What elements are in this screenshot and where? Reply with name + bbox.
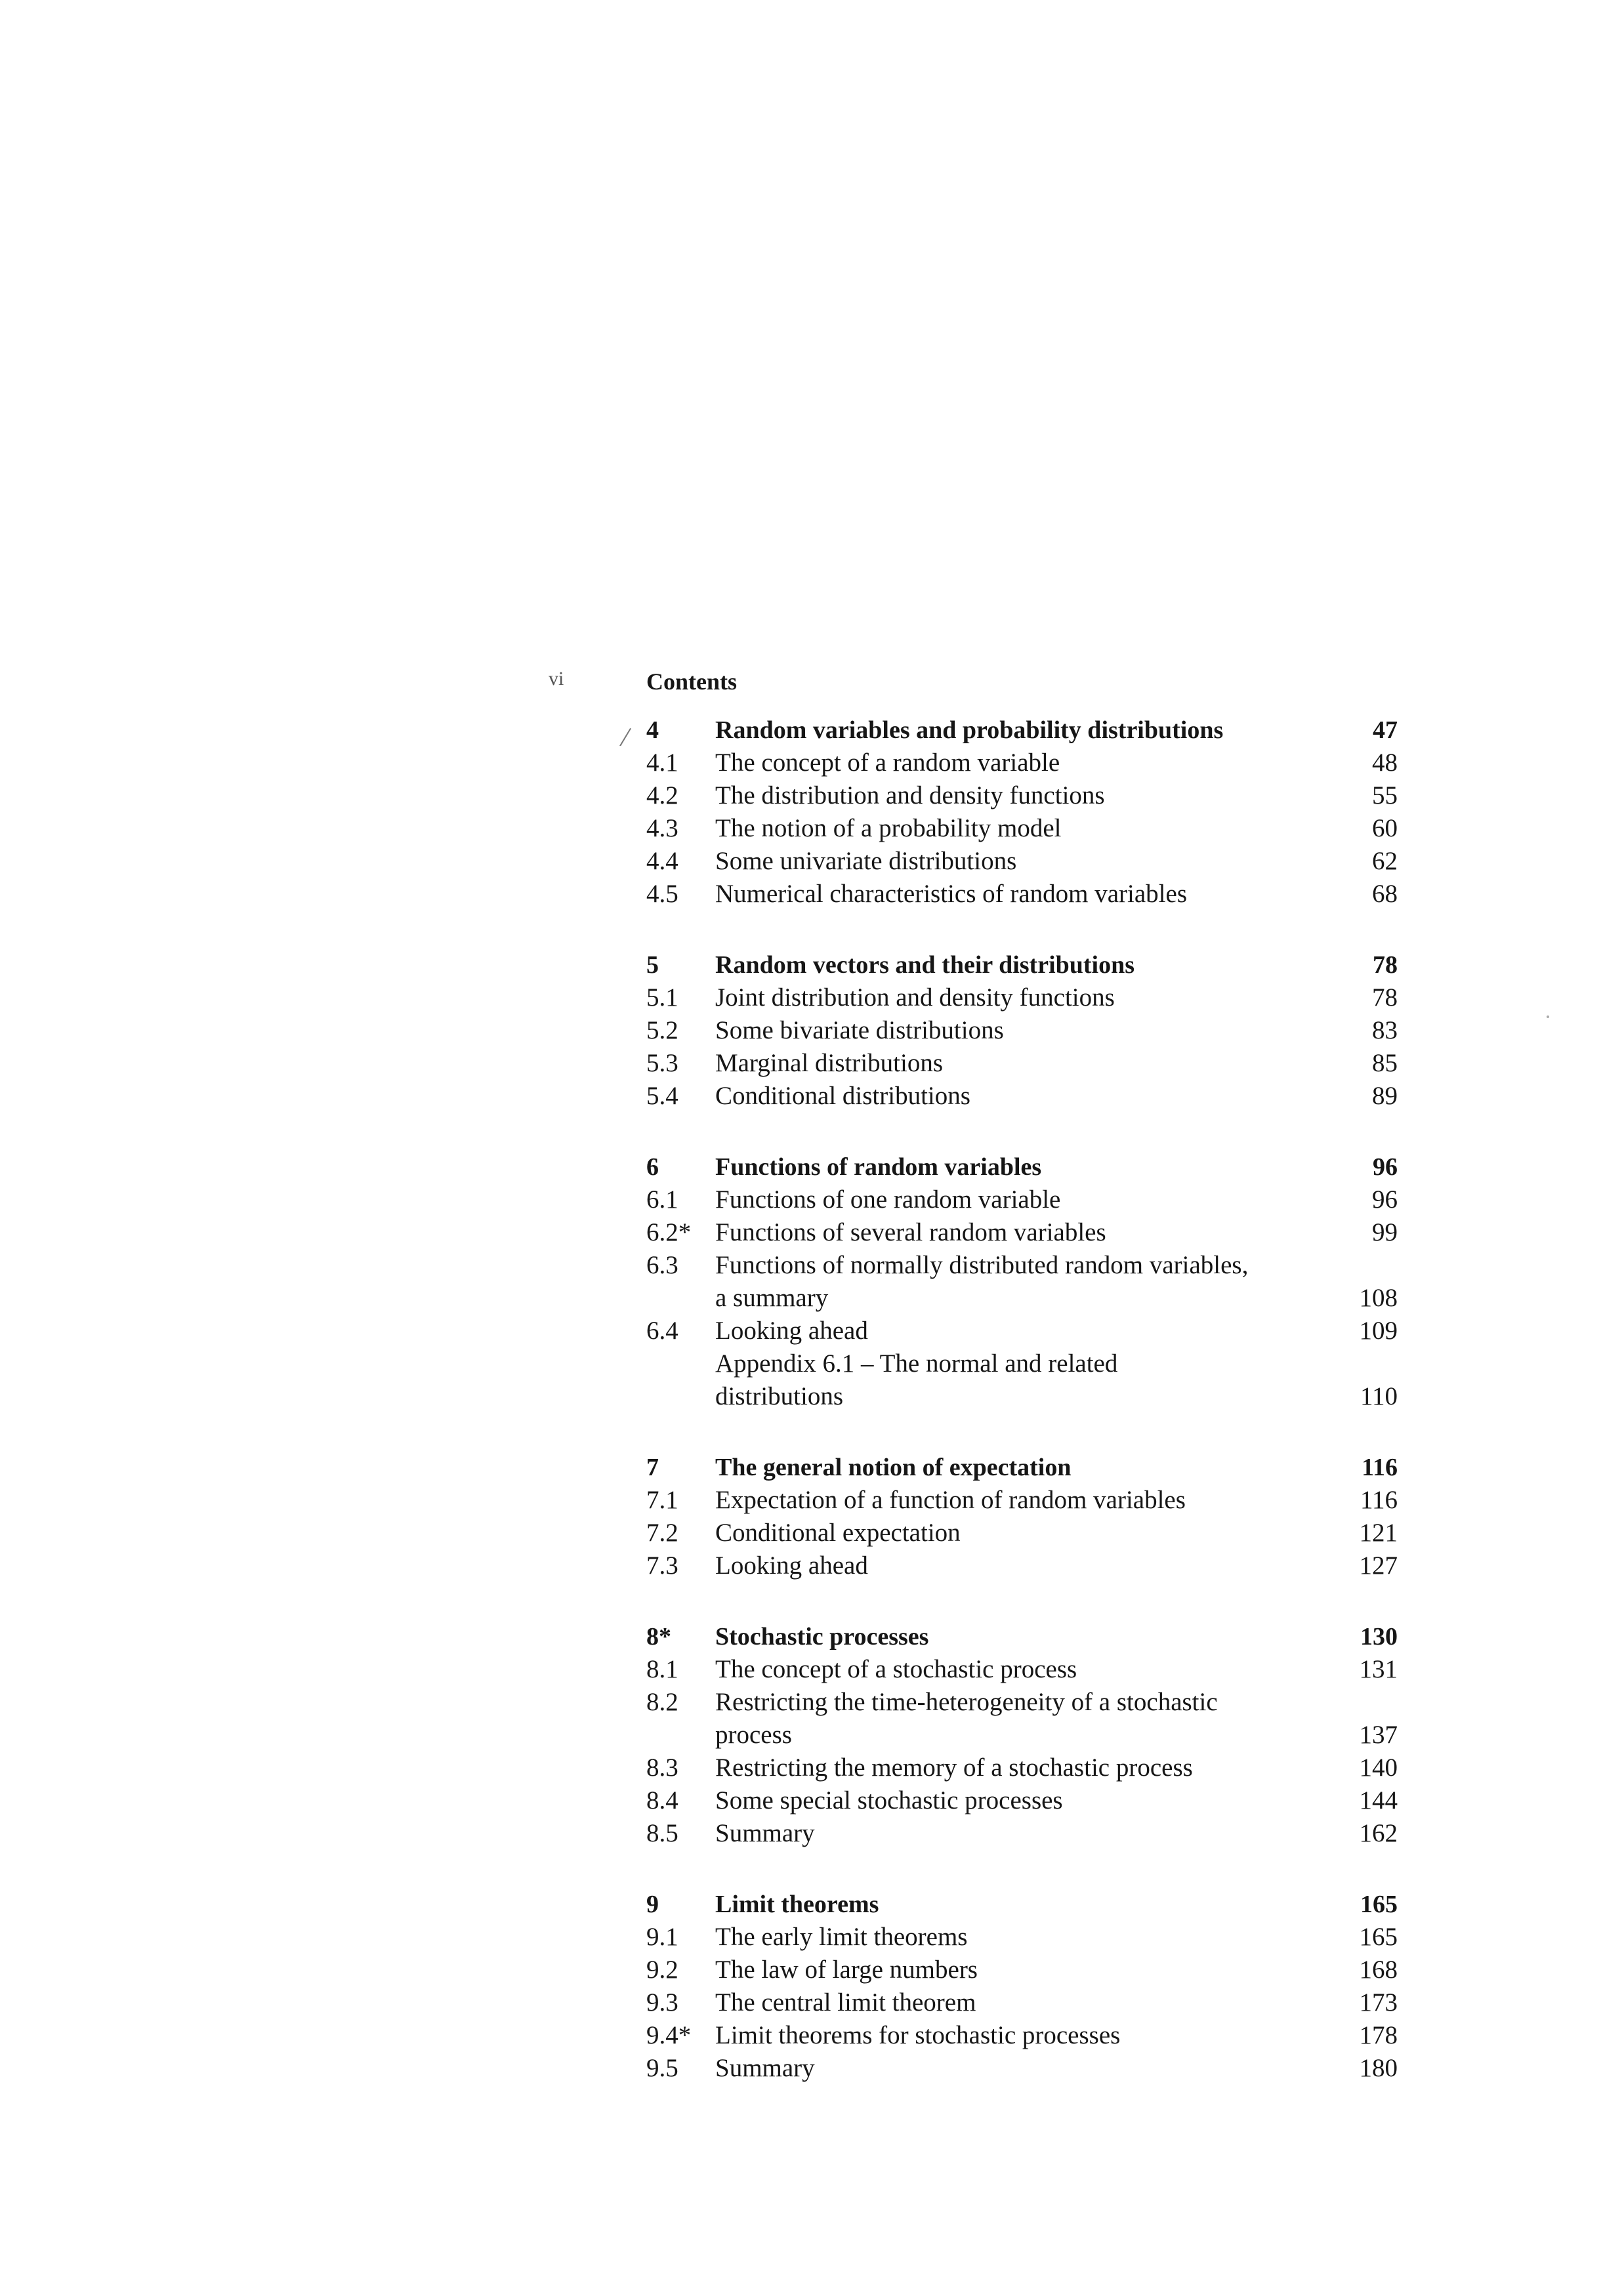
page-ref: 110: [1360, 1382, 1398, 1410]
chapter-heading[interactable]: [646, 1888, 1398, 1921]
section-title: The concept of a stochastic process: [715, 1655, 1077, 1683]
page-ref: 131: [1359, 1655, 1398, 1683]
chapter-title: Random variables and probability distributions: [715, 716, 1224, 744]
section-title: Some univariate distributions: [715, 847, 1017, 875]
section-number: 9.5: [646, 2054, 678, 2082]
section-title: Limit theorems for stochastic processes: [715, 2021, 1121, 2049]
section-number: 5.3: [646, 1049, 678, 1077]
page-ref: 140: [1359, 1753, 1398, 1782]
section-title: Some special stochastic processes: [715, 1786, 1063, 1814]
chapter-title: Stochastic processes: [715, 1623, 929, 1650]
section-entry[interactable]: [646, 2019, 1398, 2052]
chapter-block: [646, 1888, 1398, 2085]
section-entry[interactable]: [646, 2052, 1398, 2085]
chapter-heading[interactable]: [646, 714, 1398, 747]
section-entry[interactable]: [646, 981, 1398, 1014]
chapter-heading[interactable]: [646, 949, 1398, 981]
page-ref: 47: [1373, 716, 1398, 744]
page-ref: 85: [1372, 1049, 1398, 1077]
section-title: Restricting the memory of a stochastic process: [715, 1753, 1193, 1782]
section-number: 5.1: [646, 983, 678, 1012]
section-title: Looking ahead: [715, 1551, 868, 1580]
section-entry[interactable]: [646, 1347, 1398, 1413]
section-title: Marginal distributions: [715, 1049, 944, 1077]
page-ref: 137: [1359, 1721, 1398, 1749]
chapter-number: 4: [646, 716, 659, 744]
chapter-title: Limit theorems: [715, 1891, 879, 1918]
section-number: 6.4: [646, 1317, 678, 1345]
section-title: The law of large numbers: [715, 1956, 978, 1984]
page-ref: 62: [1372, 847, 1398, 875]
chapter-title: The general notion of expectation: [715, 1454, 1072, 1481]
page-ref: 96: [1373, 1153, 1398, 1181]
chapter-block: [646, 1620, 1398, 1850]
section-entry[interactable]: [646, 1183, 1398, 1216]
running-head: Contents: [646, 668, 738, 695]
page-ref: 83: [1372, 1016, 1398, 1044]
section-number: 6.1: [646, 1185, 678, 1214]
section-entry[interactable]: [646, 812, 1398, 845]
page-ref: 165: [1360, 1891, 1398, 1918]
section-number: 7.2: [646, 1519, 678, 1547]
page-ref: 173: [1359, 1988, 1398, 2017]
section-title: The central limit theorem: [715, 1988, 976, 2017]
chapter-block: [646, 714, 1398, 911]
section-number: 9.4*: [646, 2021, 692, 2049]
section-number: 6.2*: [646, 1218, 692, 1246]
section-title: Summary: [715, 2054, 815, 2082]
section-entry[interactable]: [646, 1549, 1398, 1582]
chapter-number: 9: [646, 1891, 659, 1918]
page-ref: 180: [1359, 2054, 1398, 2082]
section-title: Conditional expectation: [715, 1519, 961, 1547]
section-title: Joint distribution and density functions: [715, 983, 1115, 1012]
table-of-contents: [646, 714, 1398, 2123]
section-entry[interactable]: [646, 1752, 1398, 1784]
section-number: 6.3: [646, 1251, 678, 1279]
chapter-number: 6: [646, 1153, 659, 1181]
section-entry[interactable]: [646, 1784, 1398, 1817]
section-number: 4.4: [646, 847, 678, 875]
chapter-block: [646, 949, 1398, 1113]
chapter-title: Functions of random variables: [715, 1153, 1042, 1181]
section-number: 8.3: [646, 1753, 678, 1782]
section-entry[interactable]: [646, 1954, 1398, 1986]
section-number: 5.2: [646, 1016, 678, 1044]
page-ref: 109: [1359, 1317, 1398, 1345]
section-number: 7.3: [646, 1551, 678, 1580]
section-title: The concept of a random variable: [715, 748, 1060, 777]
section-title: The notion of a probability model: [715, 814, 1062, 842]
section-number: 4.2: [646, 781, 678, 810]
section-entry[interactable]: [646, 1686, 1398, 1752]
page-ref: 178: [1359, 2021, 1398, 2049]
section-title: Conditional distributions: [715, 1082, 970, 1110]
page-ref: 127: [1359, 1551, 1398, 1580]
page-ref: 78: [1372, 983, 1398, 1012]
page-ref: 48: [1372, 748, 1398, 777]
section-entry[interactable]: [646, 1986, 1398, 2019]
page-ref: 55: [1372, 781, 1398, 810]
section-entry[interactable]: [646, 1484, 1398, 1517]
section-title: Functions of normally distributed random variables, a summary: [715, 1251, 1249, 1312]
section-number: 8.1: [646, 1655, 678, 1683]
section-title: Appendix 6.1 – The normal and related distributions: [715, 1349, 1118, 1410]
section-entry[interactable]: [646, 845, 1398, 878]
section-entry[interactable]: [646, 779, 1398, 812]
section-entry[interactable]: [646, 1047, 1398, 1080]
section-number: 7.1: [646, 1486, 678, 1514]
section-entry[interactable]: [646, 1080, 1398, 1113]
page-ref: 165: [1359, 1923, 1398, 1951]
chapter-block: [646, 1451, 1398, 1582]
section-title: Expectation of a function of random variables: [715, 1486, 1186, 1514]
section-number: 4.1: [646, 748, 678, 777]
page-ref: 60: [1372, 814, 1398, 842]
section-title: Functions of one random variable: [715, 1185, 1061, 1214]
chapter-heading[interactable]: [646, 1151, 1398, 1183]
section-entry[interactable]: [646, 1249, 1398, 1315]
chapter-title: Random vectors and their distributions: [715, 951, 1135, 979]
section-entry[interactable]: [646, 1517, 1398, 1549]
section-title: The early limit theorems: [715, 1923, 968, 1951]
chapter-heading[interactable]: [646, 1451, 1398, 1484]
section-number: 8.2: [646, 1688, 678, 1716]
page-ref: 168: [1359, 1956, 1398, 1984]
section-number: 4.5: [646, 880, 678, 908]
page-ref: 89: [1372, 1082, 1398, 1110]
page-ref: 162: [1359, 1819, 1398, 1847]
section-entry[interactable]: [646, 1817, 1398, 1850]
section-number: 9.1: [646, 1923, 678, 1951]
page-ref: 121: [1359, 1519, 1398, 1547]
page-ref: 130: [1360, 1623, 1398, 1650]
page-ref: 108: [1359, 1284, 1398, 1312]
section-number: 4.3: [646, 814, 678, 842]
page-ref: 144: [1359, 1786, 1398, 1814]
section-entry[interactable]: [646, 1315, 1398, 1347]
section-number: 5.4: [646, 1082, 678, 1110]
chapter-number: 5: [646, 951, 659, 979]
scan-dust-mark: [1547, 1015, 1549, 1018]
chapter-heading[interactable]: [646, 1620, 1398, 1653]
section-title: Summary: [715, 1819, 815, 1847]
section-title: The distribution and density functions: [715, 781, 1105, 810]
page-ref: 78: [1373, 951, 1398, 979]
section-entry[interactable]: [646, 747, 1398, 779]
section-entry[interactable]: [646, 1216, 1398, 1249]
section-number: 8.5: [646, 1819, 678, 1847]
page-ref: 68: [1372, 880, 1398, 908]
page-ref: 96: [1372, 1185, 1398, 1214]
section-entry[interactable]: [646, 1921, 1398, 1954]
section-number: 9.3: [646, 1988, 678, 2017]
section-entry[interactable]: [646, 1014, 1398, 1047]
section-title: Looking ahead: [715, 1317, 868, 1345]
stray-pen-mark: /: [618, 720, 633, 754]
chapter-number: 7: [646, 1454, 659, 1481]
chapter-number: 8*: [646, 1623, 671, 1650]
page-number: vi: [549, 668, 564, 689]
section-entry[interactable]: [646, 878, 1398, 911]
section-number: 9.2: [646, 1956, 678, 1984]
section-title: Functions of several random variables: [715, 1218, 1106, 1246]
section-entry[interactable]: [646, 1653, 1398, 1686]
page-ref: 116: [1360, 1486, 1398, 1514]
page-ref: 99: [1372, 1218, 1398, 1246]
page-ref: 116: [1362, 1454, 1398, 1481]
section-title: Restricting the time-heterogeneity of a stochastic process: [715, 1688, 1218, 1749]
section-title: Numerical characteristics of random variables: [715, 880, 1188, 908]
section-number: 8.4: [646, 1786, 678, 1814]
chapter-block: [646, 1151, 1398, 1413]
section-title: Some bivariate distributions: [715, 1016, 1004, 1044]
